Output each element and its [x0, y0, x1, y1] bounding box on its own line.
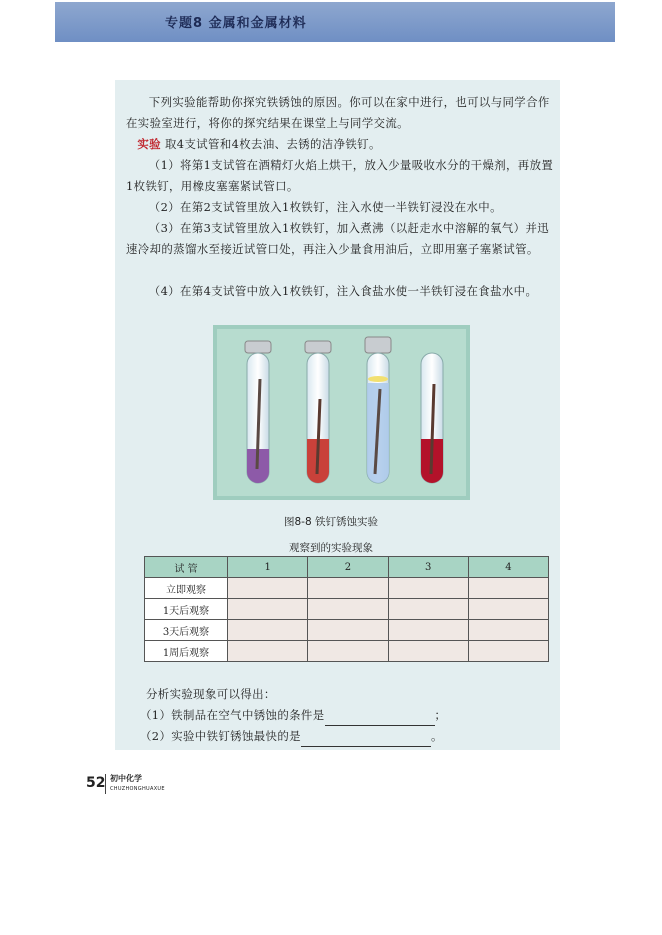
answer-blank-2[interactable] [301, 734, 431, 747]
table-cell [228, 641, 308, 662]
test-tube-3 [365, 337, 391, 483]
table-row [145, 620, 549, 641]
test-tubes-illustration [217, 329, 466, 496]
intro-paragraph: 下列实验能帮助你探究铁锈蚀的原因。你可以在家中进行，也可以与同学合作在实验室进行，将你的探究结果在课堂上与同学交流。 [126, 95, 550, 130]
analysis-q1 [140, 705, 540, 726]
table-row [145, 578, 549, 599]
table-cell [228, 599, 308, 620]
book-title-pinyin: CHUZHONGHUAXUE [110, 786, 165, 792]
footer-divider [105, 774, 106, 794]
analysis-q2 [140, 726, 540, 747]
analysis-lead: 分析实验现象可以得出： [146, 687, 276, 701]
table-cell [468, 620, 548, 641]
table-cell [388, 599, 468, 620]
table-row [145, 599, 549, 620]
test-tube-figure [213, 325, 470, 500]
page-number: 52 [86, 775, 106, 791]
experiment-label: 实验 [137, 137, 161, 151]
table-cell [308, 578, 388, 599]
row-label: 1天后观察 [145, 599, 228, 620]
test-tube-4 [421, 353, 443, 483]
table-title: 观察到的实验现象 [289, 542, 373, 554]
book-title-cn: 初中化学 [110, 774, 142, 783]
table-cell [228, 578, 308, 599]
step-4: （4）在第4支试管中放入1枚铁钉，注入食盐水使一半铁钉浸在食盐水中。 [148, 284, 538, 298]
test-tube-2 [305, 341, 331, 483]
answer-blank-1[interactable] [325, 713, 435, 726]
step-3: （3）在第3支试管里放入1枚铁钉，加入煮沸（以赶走水中溶解的氧气）并迅速冷却的蒸馏水至接近试管口处，再注入少量食用油后，立即用塞子塞紧试管。 [126, 221, 550, 256]
header-cell-tube: 试 管 [145, 557, 228, 578]
test-tube-1 [245, 341, 271, 483]
table-cell [468, 641, 548, 662]
header-bar [55, 2, 615, 42]
analysis-q1-end: ； [434, 708, 447, 722]
table-cell [308, 620, 388, 641]
analysis-q2-end: 。 [430, 729, 443, 743]
table-cell [388, 641, 468, 662]
analysis-q2-text: （2）实验中铁钉锈蚀最快的是 [140, 729, 301, 743]
header-cell-1: 1 [228, 557, 308, 578]
table-cell [308, 599, 388, 620]
row-label: 1周后观察 [145, 641, 228, 662]
header-cell-4: 4 [468, 557, 548, 578]
table-cell [388, 620, 468, 641]
book-title [110, 774, 165, 794]
experiment-intro [126, 134, 556, 155]
step-1: （1）将第1支试管在酒精灯火焰上烘干，放入少量吸收水分的干燥剂，再放置1枚铁钉，用橡皮塞塞紧试管口。 [126, 158, 554, 193]
table-cell [468, 578, 548, 599]
observation-table [144, 556, 549, 662]
table-cell [308, 641, 388, 662]
table-cell [228, 620, 308, 641]
experiment-text: 取4支试管和4枚去油、去锈的洁净铁钉。 [165, 137, 381, 151]
row-label: 立即观察 [145, 578, 228, 599]
table-cell [468, 599, 548, 620]
header-cell-3: 3 [388, 557, 468, 578]
row-label: 3天后观察 [145, 620, 228, 641]
table-cell [388, 578, 468, 599]
step-2: （2）在第2支试管里放入1枚铁钉，注入水使一半铁钉浸没在水中。 [148, 200, 502, 214]
table-row [145, 641, 549, 662]
table-header-row [145, 557, 549, 578]
chapter-title: 专题8 金属和金属材料 [165, 16, 307, 31]
figure-caption: 图8-8 铁钉锈蚀实验 [284, 516, 378, 528]
header-cell-2: 2 [308, 557, 388, 578]
analysis-q1-text: （1）铁制品在空气中锈蚀的条件是 [140, 708, 325, 722]
